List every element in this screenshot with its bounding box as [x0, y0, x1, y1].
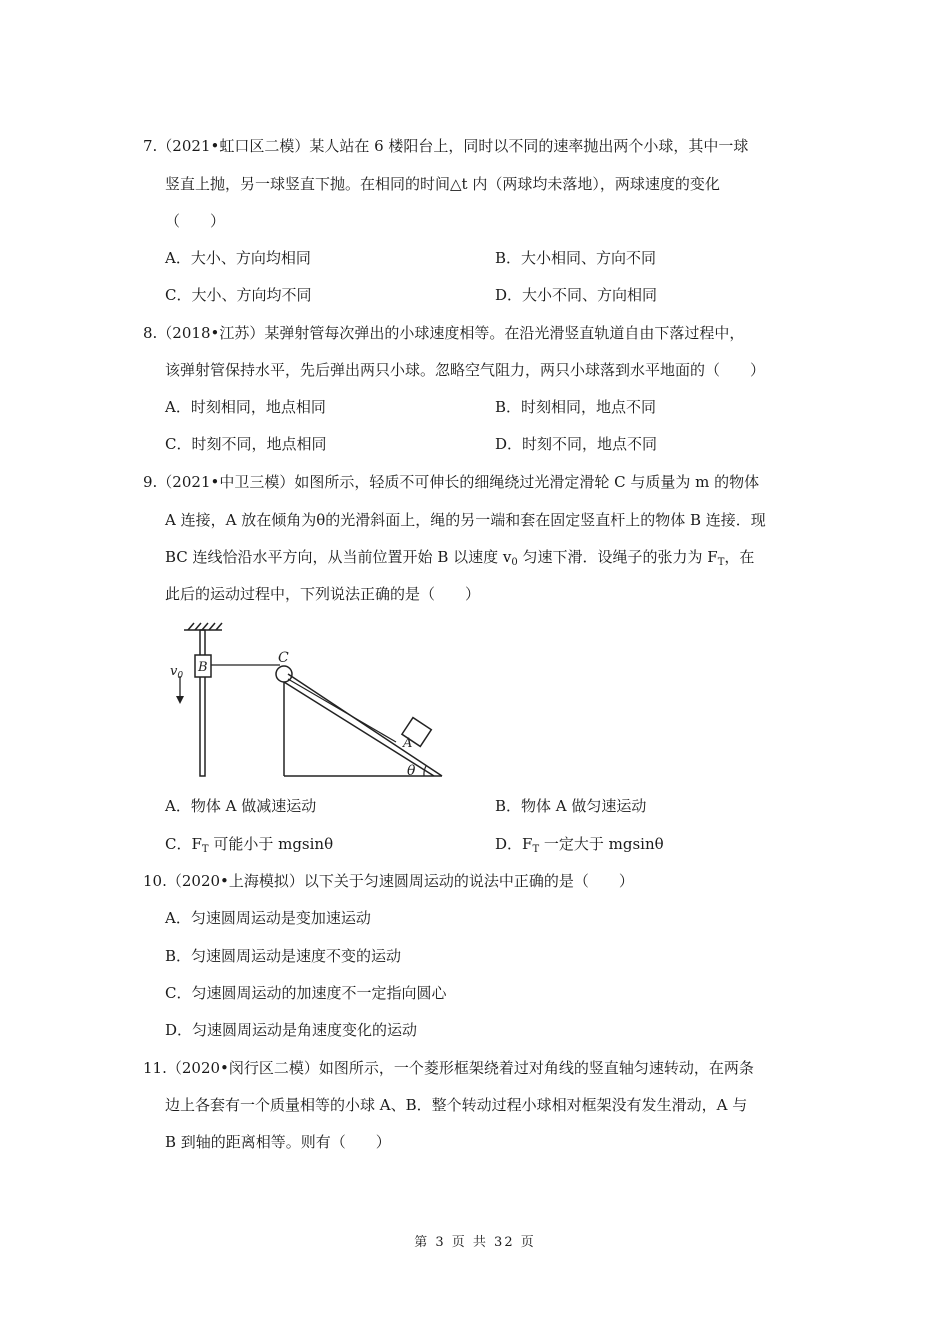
- ceiling-support: [184, 623, 222, 630]
- rope-ca: [288, 679, 396, 742]
- q7-option-d: D．大小不同、方向相同: [495, 286, 658, 304]
- q7-line3: （ ）: [165, 212, 226, 230]
- q9-line4: 此后的运动过程中，下列说法正确的是（ ）: [165, 585, 481, 603]
- vertical-rod: [200, 630, 205, 776]
- q9-option-c: C．$F_T$ 可能小于 mgsinθ: [165, 835, 334, 855]
- label-v0: $v_0$: [170, 664, 184, 681]
- q10-option-b: B．匀速圆周运动是速度不变的运动: [165, 947, 402, 965]
- q9-line2: A 连接，A 放在倾角为θ的光滑斜面上，绳的另一端和套在固定竖直杆上的物体 B 连接．现: [165, 511, 766, 529]
- q10-option-a: A．匀速圆周运动是变加速运动: [165, 909, 371, 927]
- q9-line3: BC 连线恰沿水平方向，从当前位置开始 B 以速度 $v_0$ 匀速下滑．设绳子的张力为 $F_T$，在: [165, 548, 755, 568]
- q10-line1: 10.（2020•上海模拟）以下关于匀速圆周运动的说法中正确的是（ ）: [143, 872, 634, 890]
- q8-option-b: B．时刻相同，地点不同: [495, 398, 657, 416]
- q10-option-c: C．匀速圆周运动的加速度不一定指向圆心: [165, 984, 447, 1002]
- q9-option-b: B．物体 A 做匀速运动: [495, 797, 647, 815]
- q8-option-a: A．时刻相同，地点相同: [165, 398, 326, 416]
- q7-option-a: A．大小、方向均相同: [165, 249, 311, 267]
- q8-option-d: D．时刻不同，地点不同: [495, 435, 658, 453]
- q7-line2: 竖直上抛，另一球竖直下抛。在相同的时间△t 内（两球均未落地），两球速度的变化: [165, 175, 720, 193]
- q11-line2: 边上各套有一个质量相等的小球 A、B．整个转动过程小球相对框架没有发生滑动，A 与: [165, 1096, 748, 1114]
- q9-line1: 9.（2021•中卫三模）如图所示，轻质不可伸长的细绳绕过光滑定滑轮 C 与质量为 m 的物体: [143, 473, 760, 491]
- q9-option-d: D．$F_T$ 一定大于 mgsinθ: [495, 835, 664, 855]
- q9-option-a: A．物体 A 做减速运动: [165, 797, 317, 815]
- page-footer: 第 3 页 共 32 页: [414, 1235, 536, 1250]
- q11-line3: B 到轴的距离相等。则有（ ）: [165, 1133, 391, 1151]
- q7-option-c: C．大小、方向均不同: [165, 286, 312, 304]
- pulley-incline-diagram: [160, 618, 450, 786]
- q11-line1: 11.（2020•闵行区二模）如图所示，一个菱形框架绕着过对角线的竖直轴匀速转动，在两条: [143, 1059, 754, 1077]
- q10-option-d: D．匀速圆周运动是角速度变化的运动: [165, 1021, 418, 1039]
- q7-line1: 7.（2021•虹口区二模）某人站在 6 楼阳台上，同时以不同的速率抛出两个小球，其中一球: [143, 137, 749, 155]
- label-c: C: [278, 650, 289, 666]
- label-theta: θ: [407, 763, 416, 779]
- q7-option-b: B．大小相同、方向不同: [495, 249, 657, 267]
- q8-option-c: C．时刻不同，地点相同: [165, 435, 327, 453]
- label-b: B: [198, 660, 208, 675]
- q8-line2: 该弹射管保持水平，先后弹出两只小球。忽略空气阻力，两只小球落到水平地面的（ ）: [165, 361, 766, 379]
- label-a: A: [403, 736, 413, 751]
- q8-line1: 8.（2018•江苏）某弹射管每次弹出的小球速度相等。在沿光滑竖直轨道自由下落过程中，: [143, 324, 745, 342]
